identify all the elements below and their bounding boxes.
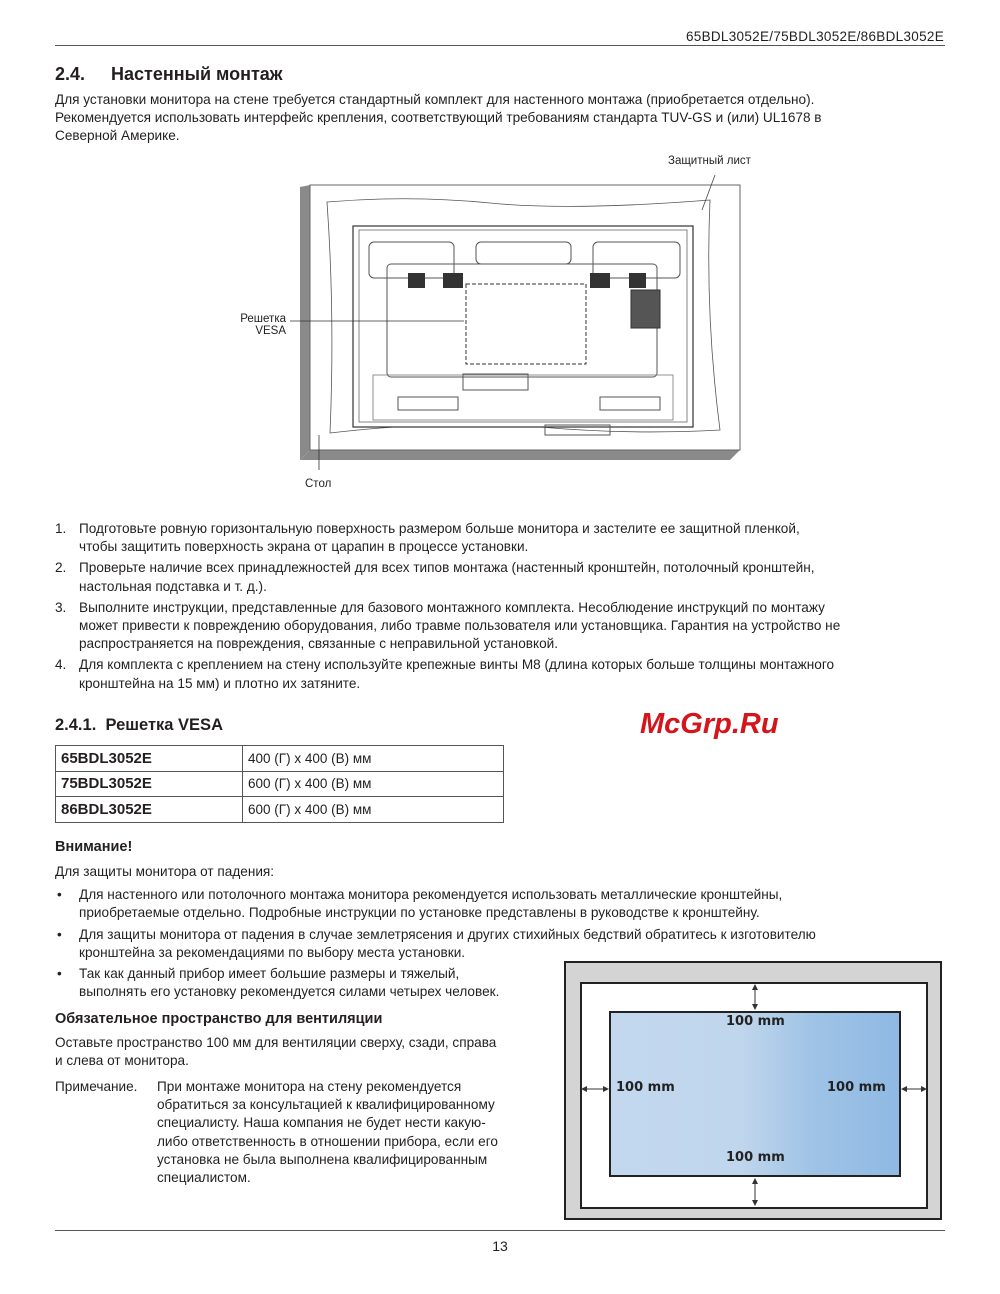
item-number: 4. <box>55 657 67 673</box>
bullet-icon: • <box>57 887 62 903</box>
list-item <box>55 520 955 556</box>
subsection-title: Решетка VESA <box>105 716 223 734</box>
note-line: либо ответственность в отношении прибора, если его <box>157 1133 498 1149</box>
bullet-item <box>55 886 955 922</box>
intro-line: Рекомендуется использовать интерфейс крепления, соответствующий требованиям стандарта TUV-GS и (или) UL1678 в <box>55 110 822 126</box>
item-line: настольная подставка и т. д.). <box>79 578 267 594</box>
label-vesa-line1: Решетка <box>240 313 286 325</box>
item-number: 3. <box>55 599 67 615</box>
section-number: 2.4. <box>55 64 86 84</box>
list-item <box>55 656 955 692</box>
size-cell: 400 (Г) x 400 (В) мм <box>243 746 504 772</box>
clearance-left: 100 mm <box>616 1080 675 1095</box>
vesa-table <box>55 745 504 823</box>
bullet-line: выполнять его установку рекомендуется силами четырех человек. <box>79 984 500 1000</box>
ventilation-title: Обязательное пространство для вентиляции <box>55 1011 383 1027</box>
intro-line: Для установки монитора на стене требуется стандартный комплект для настенного монтажа (приобретается отдельно). <box>55 92 815 107</box>
ventilation-text <box>55 1034 555 1070</box>
note-line: обратиться за консультацией к квалифицированному <box>157 1097 495 1113</box>
ventilation-line: Оставьте пространство 100 мм для вентиляции сверху, сзади, справа <box>55 1035 497 1050</box>
bullet-line: Так как данный прибор имеет большие размеры и тяжелый, <box>79 966 460 982</box>
item-line: Выполните инструкции, представленные для базового монтажного комплекта. Несоблюдение инструкций по монтажу <box>79 599 825 615</box>
bullet-line: приобретаемые отдельно. Подробные инструкции по установке представлены в руководстве к кронштейну. <box>79 905 760 921</box>
bullet-item <box>55 926 955 962</box>
bullet-icon: • <box>57 966 62 982</box>
model-cell: 65BDL3052E <box>56 746 243 772</box>
clearance-right: 100 mm <box>827 1080 886 1095</box>
intro-paragraph <box>55 91 955 146</box>
model-cell: 86BDL3052E <box>56 797 243 823</box>
item-line: распространяется на повреждения, связанные с неправильной установкой. <box>79 636 559 652</box>
list-item <box>55 559 955 595</box>
item-line: Подготовьте ровную горизонтальную поверхность размером больше монитора и застелите ее защитной пленкой, <box>79 521 800 536</box>
list-item <box>55 599 955 654</box>
label-vesa <box>232 313 286 337</box>
size-cell: 600 (Г) x 400 (В) мм <box>243 797 504 823</box>
caution-intro: Для защиты монитора от падения: <box>55 864 275 879</box>
note-line: При монтаже монитора на стену рекомендуется <box>157 1079 462 1094</box>
bullet-line: Для защиты монитора от падения в случае землетрясения и других стихийных бедствий обратитесь к изготовителю <box>79 926 816 942</box>
wall-mount-diagram <box>290 165 760 475</box>
item-number: 2. <box>55 560 67 576</box>
header-models: 65BDL3052E/75BDL3052E/86BDL3052E <box>685 29 944 44</box>
watermark: McGrp.Ru <box>640 708 779 740</box>
clearance-bottom: 100 mm <box>726 1150 785 1165</box>
bullet-line: Для настенного или потолочного монтажа монитора рекомендуется использовать металлические кронштейны, <box>79 887 783 903</box>
table-row <box>56 797 504 823</box>
bullet-line: кронштейна за рекомендациями по выбору места установки. <box>79 944 466 960</box>
label-vesa-line2: VESA <box>255 325 286 337</box>
note-line: специалистом. <box>157 1170 251 1186</box>
intro-line: Северной Америке. <box>55 128 180 144</box>
item-line: чтобы защитить поверхность экрана от царапин в процессе установки. <box>79 539 529 555</box>
section-title: Настенный монтаж <box>111 64 283 84</box>
size-cell: 600 (Г) x 400 (В) мм <box>243 771 504 797</box>
label-protective-sheet: Защитный лист <box>668 155 751 167</box>
model-cell: 75BDL3052E <box>56 771 243 797</box>
subsection-number: 2.4.1. <box>55 716 97 734</box>
label-table: Стол <box>305 478 332 490</box>
subsection-heading <box>55 716 223 735</box>
note-label: Примечание. <box>55 1079 138 1094</box>
bullet-icon: • <box>57 926 62 942</box>
note-block <box>55 1078 555 1187</box>
caution-title: Внимание! <box>55 839 133 855</box>
page-number: 13 <box>492 1238 508 1254</box>
table-row <box>56 746 504 772</box>
item-line: Для комплекта с креплением на стену используйте крепежные винты M8 (длина которых больше толщины монтажного <box>79 657 835 673</box>
table-row <box>56 771 504 797</box>
footer-divider <box>55 1230 945 1231</box>
item-line: может привести к повреждению оборудования, либо травме пользователя или установщика. Гарантия на устройство не <box>79 618 841 634</box>
note-line: специалисту. Наша компания не будет нести какую- <box>157 1115 486 1131</box>
item-line: Проверьте наличие всех принадлежностей для всех типов монтажа (настенный кронштейн, потолочный кронштейн, <box>79 560 815 576</box>
section-heading <box>55 64 283 85</box>
clearance-top: 100 mm <box>726 1014 785 1029</box>
ventilation-line: и слева от монитора. <box>55 1053 189 1069</box>
header-divider <box>55 45 945 46</box>
ventilation-diagram <box>564 961 942 1220</box>
note-line: установка не была выполнена квалифицированным <box>157 1151 488 1167</box>
item-line: кронштейна на 15 мм) и плотно их затяните. <box>79 675 361 691</box>
steps-list <box>55 520 955 696</box>
item-number: 1. <box>55 521 67 536</box>
